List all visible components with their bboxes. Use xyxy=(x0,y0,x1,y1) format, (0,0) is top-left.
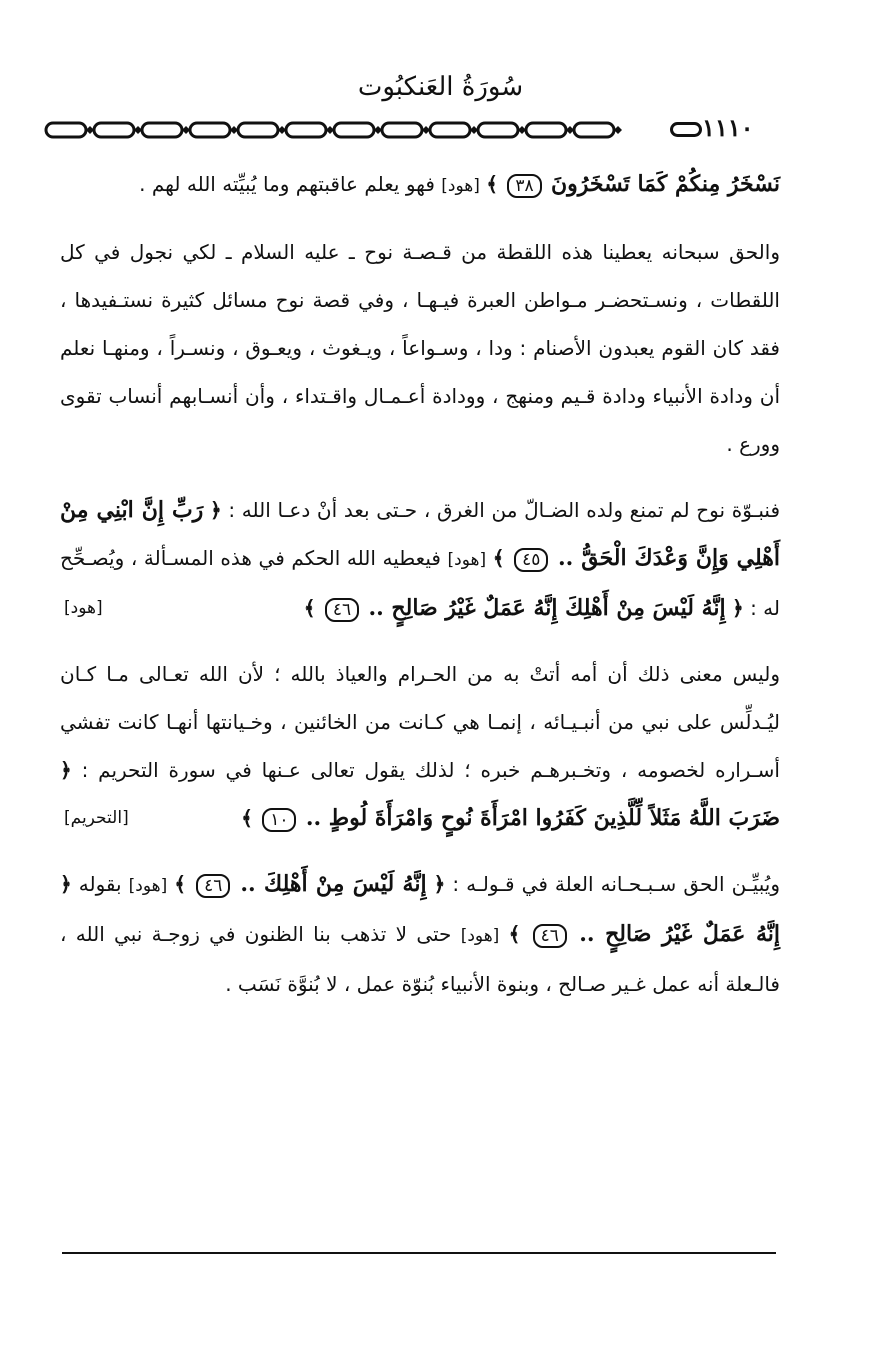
quran-verse: إِنَّهُ لَيْسَ مِنْ أَهْلِكَ إِنَّهُ عَمَلٌ غَيْرُ صَالِحٍ .. xyxy=(368,595,726,621)
verse-number: ٤٦ xyxy=(533,924,567,948)
chain-link xyxy=(526,123,566,137)
chain-link xyxy=(334,123,374,137)
verse-bracket: ﴾ xyxy=(492,546,505,570)
quran-verse: إِنَّهُ عَمَلٌ غَيْرُ صَالِحٍ .. xyxy=(579,921,781,947)
page-number xyxy=(670,113,780,143)
paragraph xyxy=(60,486,780,632)
verse-number: ٤٦ xyxy=(196,874,230,898)
quran-verse: ضَرَبَ اللَّهُ مَثَلاً لِّلَّذِينَ كَفَرُوا امْرَأَةَ نُوحٍ وَامْرَأَةَ لُوطٍ .. xyxy=(305,805,780,831)
commentary-text: فيعطيه الله الحكم في هذه المسـألة ، ويُصـحِّح له : xyxy=(60,546,780,620)
verse-bracket: ﴿ xyxy=(732,596,744,620)
paragraph xyxy=(60,160,780,210)
surah-reference: [هود] xyxy=(447,550,487,570)
chain-link xyxy=(94,123,134,137)
commentary-text: فنبـوّة نوح لم تمنع ولده الضـالّ من الغرق ، حـتى بعد أنْ دعـا الله : xyxy=(228,498,781,522)
surah-reference: [هود] xyxy=(441,176,480,196)
page-number-ornament xyxy=(670,122,702,137)
commentary-text: ويُبيِّـن الحق سـبـحـانه العلة في قـولـه : xyxy=(452,872,780,896)
chain-link xyxy=(238,123,278,137)
quran-verse: نَسْخَرُ مِنكُمْ كَمَا تَسْخَرُونَ xyxy=(550,171,780,197)
chain-diamond xyxy=(614,126,622,134)
commentary-text: بقوله xyxy=(78,872,122,896)
paragraph xyxy=(60,860,780,1008)
verse-bracket: ﴿ xyxy=(60,758,72,782)
footer-rule xyxy=(62,1252,776,1254)
verse-bracket: ﴾ xyxy=(174,872,187,896)
surah-reference: [التحريم] xyxy=(64,808,129,828)
commentary-text: حتى لا تذهب بنا الظنون في زوجـة نبي الله ، فالـعلة أنه عمل غـير صـالح ، وبنوة الأنبياء بُنوّة عمل ، لا بُنوَّة نَسَب . xyxy=(60,922,780,996)
paragraph xyxy=(60,650,780,842)
surah-reference: [هود] xyxy=(460,926,500,946)
chain-link xyxy=(46,123,86,137)
body-text xyxy=(60,160,780,1008)
surah-reference: [هود] xyxy=(64,598,103,618)
surah-title: سُورَةُ العَنكبُوت xyxy=(357,72,524,102)
verse-bracket: ﴾ xyxy=(486,172,498,196)
chain-link xyxy=(190,123,230,137)
verse-number: ٣٨ xyxy=(507,174,541,198)
quran-verse: رَبِّ إِنَّ ابْنِي مِنْ أَهْلِي وَإِنَّ وَعْدَكَ الْحَقُّ .. xyxy=(60,497,781,571)
verse-bracket: ﴾ xyxy=(508,922,521,946)
page-number-value: ١١١٠ xyxy=(702,113,754,142)
verse-bracket: ﴿ xyxy=(209,498,222,522)
chain-link xyxy=(382,123,422,137)
verse-number: ٤٦ xyxy=(325,598,359,622)
verse-bracket: ﴾ xyxy=(303,596,316,620)
verse-bracket: ﴾ xyxy=(241,806,253,830)
chain-link xyxy=(430,123,470,137)
decorative-chain-border xyxy=(42,120,662,140)
commentary-text: والحق سبحانه يعطينا هذه اللقطة من قـصـة نوح ـ عليه السلام ـ لكي نجول في كل اللقطات ، ونسـتحضـر مـواطن العبرة فيـهـا ، وفي قصة نوح مسائل كثيرة نستـفيدها ، فقد كان القوم يعبدون الأصنام : ودا ، وسـواعاً ، ويـغوث ، ويعـوق ، ونسـراً ، ومنهـا نعلم أن ودادة الأنبياء ودادة قـيم ومنهج ، وودادة أعـمـال واقـتداء ، وأن أنسـابهم أنساب تقوى وورع . xyxy=(60,240,780,456)
commentary-text: وليس معنى ذلك أن أمه أتتْ به من الحـرام والعياذ بالله ؛ لأن الله تعـالى مـا كـان ليُـدلِّس على نبي من أنبـيـائه ، إنمـا هي كـانت من الخائنين ، وخـيانتها أنهـا كانت تفشي أسـراره لخصومه ، وتخـبرهـم خبره ؛ لذلك يقول تعالى عـنها في سورة التحريم : xyxy=(60,662,780,782)
chain-link xyxy=(286,123,326,137)
chain-link xyxy=(142,123,182,137)
chain-link xyxy=(574,123,614,137)
verse-bracket: ﴿ xyxy=(433,872,446,896)
commentary-text: فهو يعلم عاقبتهم وما يُبيِّته الله لهم . xyxy=(139,172,435,196)
quran-verse: إِنَّهُ لَيْسَ مِنْ أَهْلِكَ .. xyxy=(240,871,427,897)
verse-number: ٤٥ xyxy=(514,548,548,572)
chain-link xyxy=(478,123,518,137)
verse-number: ١٠ xyxy=(262,808,296,832)
paragraph xyxy=(60,228,780,468)
verse-bracket: ﴿ xyxy=(60,872,72,896)
surah-reference: [هود] xyxy=(128,876,168,896)
